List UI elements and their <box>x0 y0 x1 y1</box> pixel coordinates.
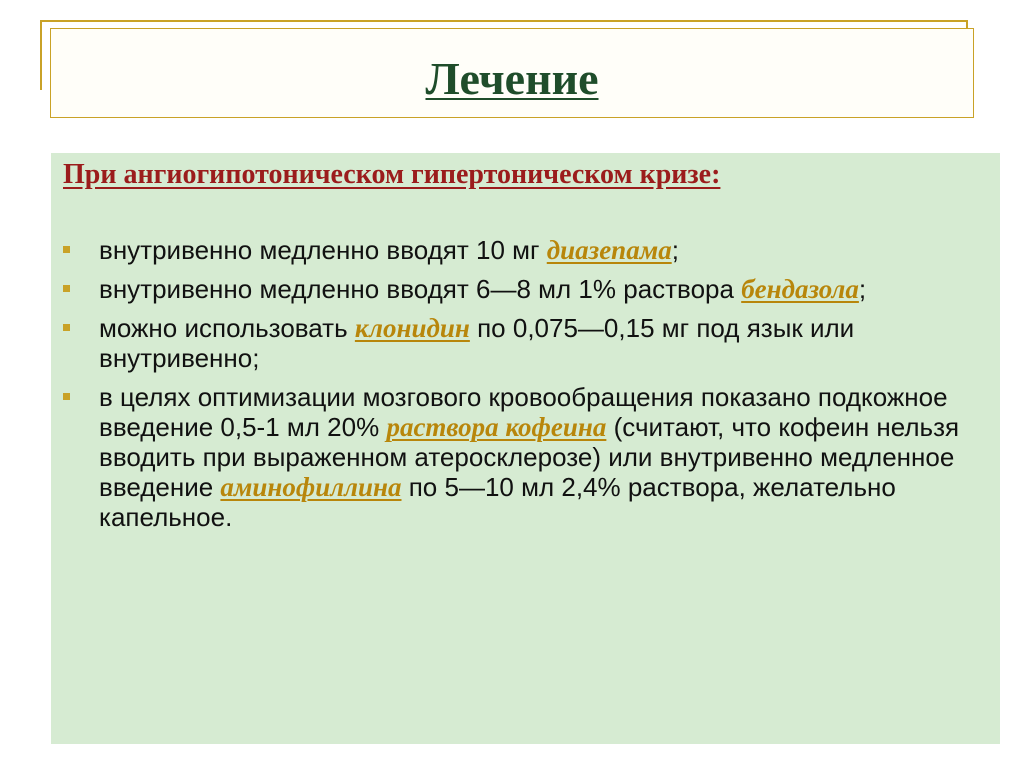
list-item <box>63 274 983 304</box>
item-text: внутривенно медленно вводят 6—8 мл 1% раствора <box>99 274 742 304</box>
bullet-square-icon <box>63 324 70 331</box>
list-item <box>63 382 983 532</box>
slide-title: Лечение <box>425 53 599 104</box>
item-text: можно использовать <box>99 313 355 343</box>
list-item <box>63 235 983 265</box>
drug-link-clonidine[interactable]: клонидин <box>354 313 470 343</box>
drug-link-diazepam[interactable]: диазепама <box>546 235 672 265</box>
list-item <box>63 313 983 373</box>
item-text: в целях оптимизации мозгового кровообращения показано подкожное введение 0,5-1 мл 20% <box>99 382 948 442</box>
content-panel <box>51 153 1000 744</box>
item-text: по 5—10 мл 2,4% раствора, желательно капельное. <box>99 472 896 532</box>
item-text: внутривенно медленно вводят 10 мг <box>99 235 547 265</box>
frame-line-top <box>40 20 968 22</box>
bullet-square-icon <box>63 285 70 292</box>
section-heading: При ангиогипотоническом гипертоническом кризе: <box>63 159 721 190</box>
bullet-square-icon <box>63 246 70 253</box>
drug-link-aminophylline[interactable]: аминофиллина <box>220 472 402 502</box>
item-text: (считают, что кофеин нельзя вводить при выраженном атеросклерозе) или внутривенно медленное введение <box>99 412 960 502</box>
item-text: по 0,075—0,15 мг под язык или внутривенно; <box>99 313 855 373</box>
drug-link-bendazol[interactable]: бендазола <box>741 274 859 304</box>
item-text: ; <box>858 274 867 304</box>
item-text: ; <box>671 235 679 265</box>
treatment-list <box>63 235 983 541</box>
drug-link-caffeine-solution[interactable]: раствора кофеина <box>386 412 607 442</box>
bullet-square-icon <box>63 393 70 400</box>
